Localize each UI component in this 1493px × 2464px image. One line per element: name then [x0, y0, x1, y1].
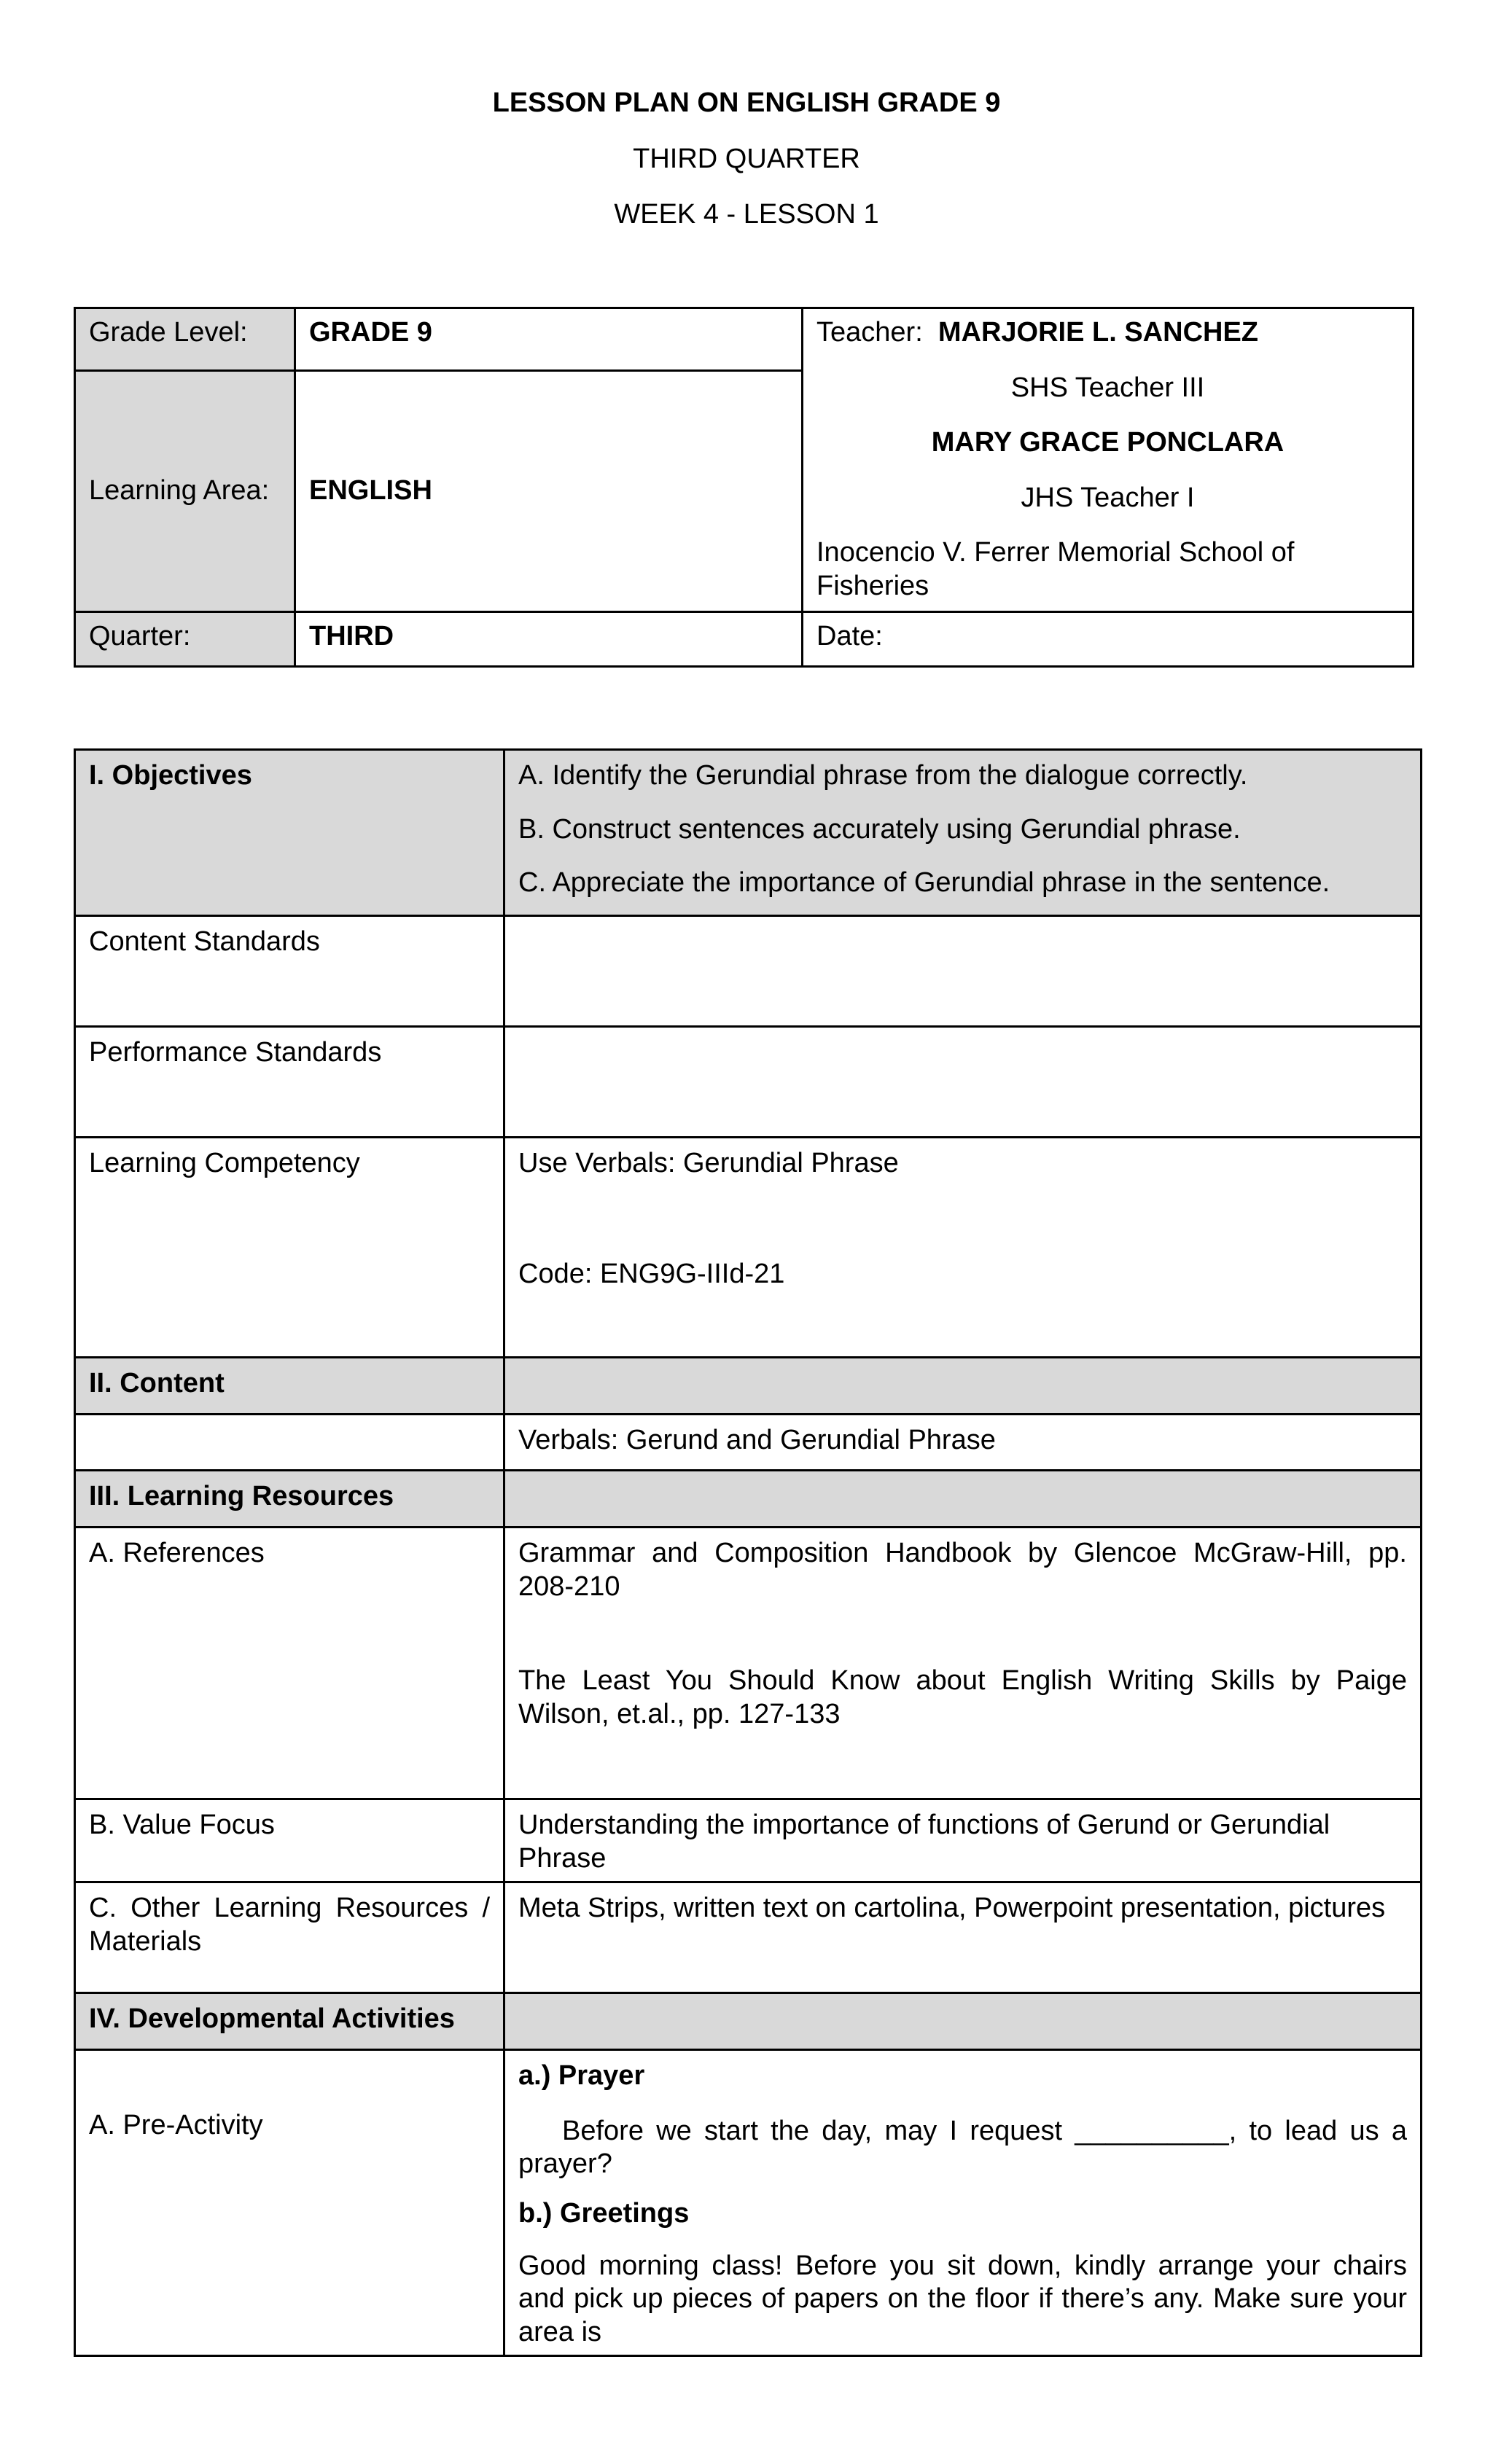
teacher1-position: SHS Teacher III	[1010, 372, 1205, 403]
learning-area-label: Learning Area:	[75, 370, 295, 611]
content-standards-label: Content Standards	[75, 916, 504, 1027]
grade-level-label: Grade Level:	[75, 308, 295, 371]
content-standards-value	[504, 916, 1422, 1027]
other-resources-label: C. Other Learning Resources / Materials	[75, 1882, 504, 1993]
grade-level-value: GRADE 9	[295, 308, 803, 371]
objectives-cell	[504, 750, 1422, 916]
school-name: Inocencio V. Ferrer Memorial School of Fisheries	[816, 537, 1295, 601]
developmental-activities-label: IV. Developmental Activities	[75, 1993, 504, 2050]
teacher-cell	[803, 308, 1414, 612]
reference-1: Grammar and Composition Handbook by Glencoe McGraw-Hill, pp. 208-210	[518, 1538, 1407, 1602]
quarter-value: THIRD	[295, 611, 803, 666]
objective-c: C. Appreciate the importance of Gerundial phrase in the sentence.	[518, 867, 1330, 899]
teacher2-name: MARY GRACE PONCLARA	[931, 427, 1285, 458]
quarter-label: Quarter:	[75, 611, 295, 666]
objectives-label: I. Objectives	[75, 750, 504, 916]
learning-competency-cell	[504, 1138, 1422, 1358]
learning-resources-blank	[504, 1471, 1422, 1528]
content-label-blank	[504, 1358, 1422, 1415]
greetings-heading: b.) Greetings	[518, 2197, 690, 2229]
learning-competency-label: Learning Competency	[75, 1138, 504, 1358]
learning-resources-label: III. Learning Resources	[75, 1471, 504, 1528]
performance-standards-value	[504, 1027, 1422, 1138]
date-label: Date:	[803, 611, 1414, 666]
value-focus-text: Understanding the importance of functions of Gerund or Gerundial Phrase	[504, 1799, 1422, 1882]
competency-text: Use Verbals: Gerundial Phrase	[518, 1148, 899, 1178]
references-label: A. References	[75, 1528, 504, 1799]
teacher-label: Teacher:	[816, 317, 923, 348]
objective-b: B. Construct sentences accurately using Gerundial phrase.	[518, 813, 1241, 845]
document-title: LESSON PLAN ON ENGLISH GRADE 9	[492, 87, 1001, 118]
teacher1-name: MARJORIE L. SANCHEZ	[937, 317, 1259, 348]
quarter-heading: THIRD QUARTER	[633, 144, 860, 174]
week-heading: WEEK 4 - LESSON 1	[614, 199, 879, 230]
performance-standards-label: Performance Standards	[75, 1027, 504, 1138]
competency-code: Code: ENG9G-IIId-21	[518, 1258, 785, 1289]
developmental-activities-blank	[504, 1993, 1422, 2050]
objective-a: A. Identify the Gerundial phrase from the dialogue correctly.	[518, 760, 1248, 791]
content-blank	[75, 1415, 504, 1471]
pre-activity-cell	[504, 2050, 1422, 2356]
value-focus-label: B. Value Focus	[75, 1799, 504, 1882]
learning-area-value: ENGLISH	[295, 370, 803, 611]
greetings-text: Good morning class! Before you sit down, kindly arrange your chairs and pick up pieces of papers on the floor if there’s any. Make sure your area is	[518, 2250, 1407, 2347]
lesson-table	[74, 748, 1422, 2357]
prayer-heading: a.) Prayer	[518, 2060, 645, 2092]
content-text: Verbals: Gerund and Gerundial Phrase	[504, 1415, 1422, 1471]
reference-2: The Least You Should Know about English Writing Skills by Paige Wilson, et.al., pp. 127-133	[518, 1665, 1407, 1729]
pre-activity-label: A. Pre-Activity	[75, 2050, 504, 2356]
other-resources-text: Meta Strips, written text on cartolina, Powerpoint presentation, pictures	[504, 1882, 1422, 1993]
references-cell	[504, 1528, 1422, 1799]
teacher2-position: JHS Teacher I	[1021, 482, 1195, 513]
prayer-text: Before we start the day, may I request __________, to lead us a prayer?	[518, 2115, 1407, 2180]
content-label: II. Content	[75, 1358, 504, 1415]
info-table	[74, 307, 1414, 668]
